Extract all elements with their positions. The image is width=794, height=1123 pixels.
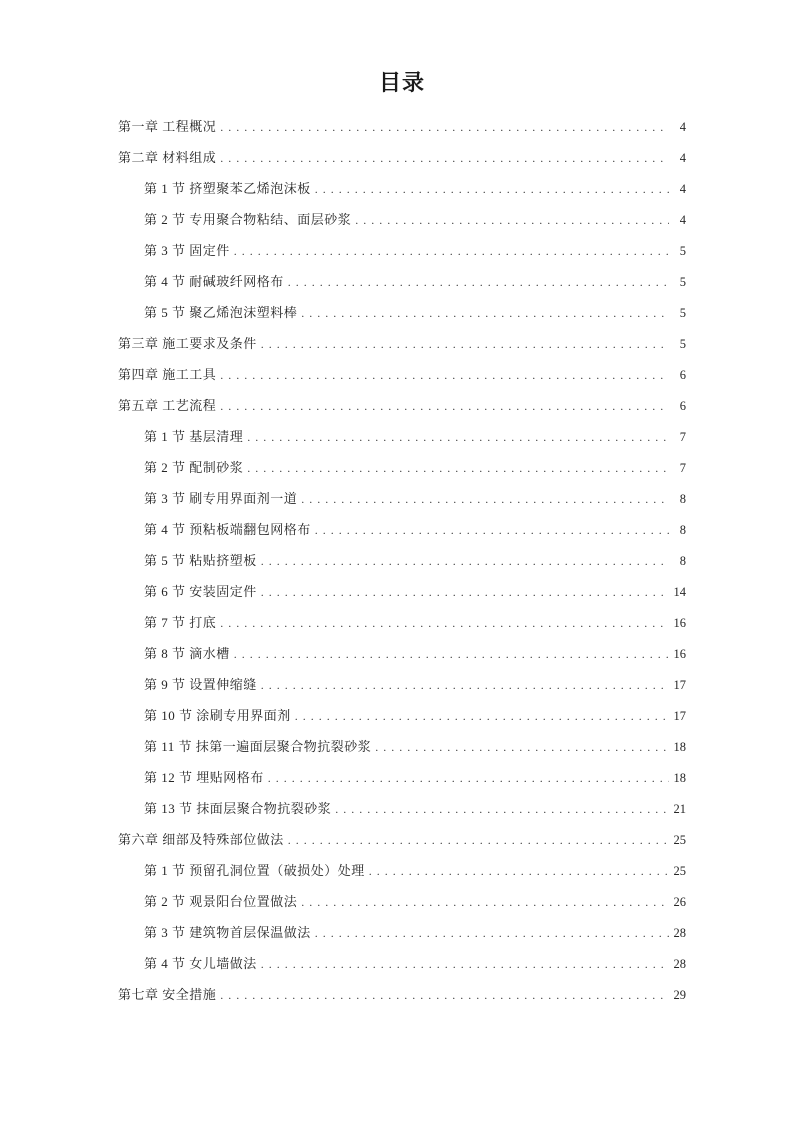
toc-entry-label: 第三章 施工要求及条件 — [118, 336, 257, 351]
toc-entry-label: 第 4 节 预粘板端翻包网格布 — [144, 522, 311, 537]
toc-entry-page: 25 — [673, 833, 686, 847]
toc-entry-label: 第 1 节 挤塑聚苯乙烯泡沫板 — [144, 181, 311, 196]
dot-leader — [220, 608, 669, 639]
toc-entry[interactable] — [118, 173, 686, 204]
dot-leader — [315, 515, 669, 546]
toc-entry[interactable] — [118, 359, 686, 390]
toc-entry[interactable] — [118, 824, 686, 855]
dot-leader — [301, 887, 669, 918]
toc-entry-label: 第 3 节 建筑物首层保温做法 — [144, 925, 311, 940]
toc-entry[interactable] — [118, 917, 686, 948]
toc-entry[interactable] — [118, 886, 686, 917]
toc-entry-page: 4 — [679, 213, 686, 227]
toc-entry-page: 5 — [679, 337, 686, 351]
toc-entry-label: 第 10 节 涂刷专用界面剂 — [144, 708, 291, 723]
toc-entry-page: 5 — [679, 244, 686, 258]
toc-entry[interactable] — [118, 979, 686, 1010]
toc-entry-label: 第 1 节 预留孔洞位置（破损处）处理 — [144, 863, 365, 878]
toc-entry[interactable] — [118, 235, 686, 266]
dot-leader — [315, 174, 669, 205]
toc-entry-label: 第 5 节 粘贴挤塑板 — [144, 553, 257, 568]
dot-leader — [295, 701, 669, 732]
dot-leader — [261, 670, 669, 701]
toc-entry-page: 8 — [679, 523, 686, 537]
toc-entry-label: 第 5 节 聚乙烯泡沫塑料棒 — [144, 305, 298, 320]
toc-entry[interactable] — [118, 390, 686, 421]
toc-entry[interactable] — [118, 142, 686, 173]
dot-leader — [288, 825, 669, 856]
toc-entry-label: 第四章 施工工具 — [118, 367, 217, 382]
toc-entry-label: 第七章 安全措施 — [118, 987, 217, 1002]
toc-entry[interactable] — [118, 855, 686, 886]
toc-entry[interactable] — [118, 204, 686, 235]
toc-entry[interactable] — [118, 607, 686, 638]
toc-entry-page: 5 — [679, 275, 686, 289]
toc-entry-label: 第 9 节 设置伸缩缝 — [144, 677, 257, 692]
toc-entry-page: 8 — [679, 554, 686, 568]
toc-entry[interactable] — [118, 514, 686, 545]
toc-entry-label: 第 13 节 抹面层聚合物抗裂砂浆 — [144, 801, 332, 816]
toc-entry-label: 第 11 节 抹第一遍面层聚合物抗裂砂浆 — [144, 739, 372, 754]
dot-leader — [220, 112, 669, 143]
toc-entry-page: 28 — [673, 957, 686, 971]
toc-entry-page: 8 — [679, 492, 686, 506]
dot-leader — [261, 546, 669, 577]
toc-entry[interactable] — [118, 669, 686, 700]
toc-title: 目录 — [378, 70, 425, 95]
toc-entry[interactable] — [118, 297, 686, 328]
dot-leader — [315, 918, 669, 949]
dot-leader — [261, 949, 669, 980]
toc-entry[interactable] — [118, 266, 686, 297]
toc-entry-page: 16 — [673, 647, 686, 661]
toc-entry-label: 第 6 节 安装固定件 — [144, 584, 257, 599]
dot-leader — [220, 980, 669, 1011]
toc-entry-label: 第 1 节 基层清理 — [144, 429, 244, 444]
toc-entry-label: 第一章 工程概况 — [118, 119, 217, 134]
toc-entry-label: 第 2 节 观景阳台位置做法 — [144, 894, 298, 909]
toc-entry-label: 第 2 节 专用聚合物粘结、面层砂浆 — [144, 212, 352, 227]
toc-entry-page: 17 — [673, 678, 686, 692]
toc-entry-label: 第 3 节 固定件 — [144, 243, 230, 258]
dot-leader — [234, 236, 669, 267]
toc-entry-label: 第 12 节 埋贴网格布 — [144, 770, 264, 785]
dot-leader — [234, 639, 669, 670]
toc-entry[interactable] — [118, 328, 686, 359]
toc-entry[interactable] — [118, 452, 686, 483]
toc-entry[interactable] — [118, 421, 686, 452]
toc-entry-label: 第 7 节 打底 — [144, 615, 217, 630]
toc-entry-page: 4 — [679, 120, 686, 134]
toc-entry-page: 4 — [679, 151, 686, 165]
dot-leader — [335, 794, 669, 825]
toc-entry[interactable] — [118, 762, 686, 793]
toc-entry-page: 16 — [673, 616, 686, 630]
toc-entry-page: 25 — [673, 864, 686, 878]
dot-leader — [268, 763, 669, 794]
dot-leader — [261, 329, 669, 360]
dot-leader — [220, 360, 669, 391]
dot-leader — [261, 577, 669, 608]
toc-entry-page: 7 — [679, 430, 686, 444]
toc-entry[interactable] — [118, 700, 686, 731]
toc-entry-page: 7 — [679, 461, 686, 475]
dot-leader — [355, 205, 669, 236]
toc-entry-page: 18 — [673, 740, 686, 754]
toc-entry[interactable] — [118, 576, 686, 607]
toc-entry-page: 29 — [673, 988, 686, 1002]
dot-leader — [247, 422, 669, 453]
toc-entry[interactable] — [118, 483, 686, 514]
toc-entry-label: 第 4 节 女儿墙做法 — [144, 956, 257, 971]
toc-entry-page: 17 — [673, 709, 686, 723]
toc-entry-label: 第六章 细部及特殊部位做法 — [118, 832, 284, 847]
dot-leader — [301, 484, 669, 515]
toc-entry-page: 26 — [673, 895, 686, 909]
toc-entry[interactable] — [118, 545, 686, 576]
toc-entry[interactable] — [118, 793, 686, 824]
dot-leader — [301, 298, 669, 329]
dot-leader — [247, 453, 669, 484]
toc-entry[interactable] — [118, 638, 686, 669]
toc-entry-page: 5 — [679, 306, 686, 320]
toc-entry-page: 14 — [673, 585, 686, 599]
toc-entry-label: 第 2 节 配制砂浆 — [144, 460, 244, 475]
toc-entry-label: 第五章 工艺流程 — [118, 398, 217, 413]
toc-entry[interactable] — [118, 111, 686, 142]
toc-entry-page: 18 — [673, 771, 686, 785]
toc-entry-page: 6 — [679, 368, 686, 382]
toc-entry-page: 6 — [679, 399, 686, 413]
toc-entry-label: 第二章 材料组成 — [118, 150, 217, 165]
toc-entry-label: 第 8 节 滴水槽 — [144, 646, 230, 661]
dot-leader — [375, 732, 669, 763]
toc-entry-page: 28 — [673, 926, 686, 940]
toc-entry[interactable] — [118, 948, 686, 979]
dot-leader — [288, 267, 669, 298]
toc-list — [118, 111, 686, 1010]
toc-entry-label: 第 3 节 刷专用界面剂一道 — [144, 491, 298, 506]
toc-entry-page: 4 — [679, 182, 686, 196]
toc-entry[interactable] — [118, 731, 686, 762]
dot-leader — [369, 856, 669, 887]
toc-entry-label: 第 4 节 耐碱玻纤网格布 — [144, 274, 284, 289]
dot-leader — [220, 391, 669, 422]
toc-entry-page: 21 — [673, 802, 686, 816]
dot-leader — [220, 143, 669, 174]
